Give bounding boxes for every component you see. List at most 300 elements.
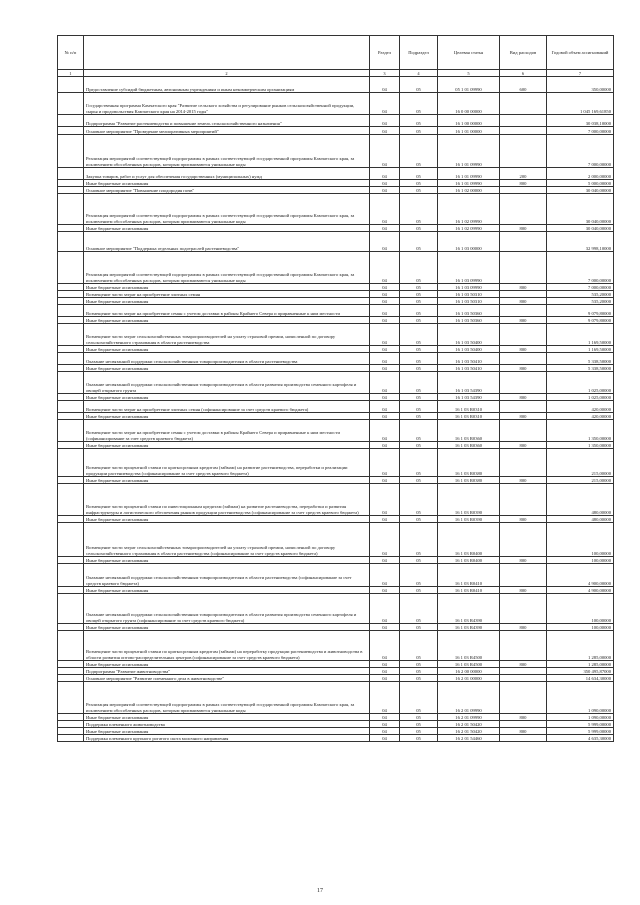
cell-number xyxy=(58,631,84,661)
cell-number xyxy=(58,232,84,252)
cell-amount: 4 900,00000 xyxy=(547,587,614,594)
cell-expense-type: 800 xyxy=(500,298,547,305)
cell-target-article: 16 2 01 09990 xyxy=(438,714,500,721)
cell-number xyxy=(58,168,84,180)
cell-amount: 14 634,30000 xyxy=(547,675,614,682)
cell-subsection: 05 xyxy=(400,187,438,194)
cell-name: Возмещение части затрат сельскохозяйственных товаропроизводителей на уплату страховой премии, начисленной по договору сельскохозяйственного страхования в области растениеводства (софинансирование за счет средств краевого бюджета) xyxy=(84,523,370,557)
cell-target-article: 16 1 03 50360 xyxy=(438,305,500,317)
table-row xyxy=(58,291,614,298)
cell-number xyxy=(58,442,84,449)
cell-subsection: 05 xyxy=(400,516,438,523)
table-row xyxy=(58,115,614,127)
cell-section: 04 xyxy=(370,484,400,516)
cell-section: 04 xyxy=(370,721,400,728)
table-row xyxy=(58,477,614,484)
cell-name: Иные бюджетные ассигнования xyxy=(84,225,370,232)
cell-target-article: 16 1 03 50400 xyxy=(438,346,500,353)
column-number-1: 1 xyxy=(58,70,84,77)
cell-target-article: 16 1 03 50410 xyxy=(438,365,500,372)
cell-name: Оказание несвязанной поддержки сельскохозяйственным товаропроизводителям в области растениеводства xyxy=(84,353,370,365)
cell-target-article: 16 1 03 R4390 xyxy=(438,624,500,631)
cell-name: Основное мероприятие "Повышение плодородия почв" xyxy=(84,187,370,194)
cell-expense-type xyxy=(500,305,547,317)
cell-subsection: 05 xyxy=(400,484,438,516)
cell-number xyxy=(58,668,84,675)
cell-section: 04 xyxy=(370,353,400,365)
cell-section: 04 xyxy=(370,624,400,631)
cell-subsection: 05 xyxy=(400,365,438,372)
table-row xyxy=(58,624,614,631)
cell-target-article: 16 2 01 09990 xyxy=(438,682,500,714)
cell-amount: 100,00000 xyxy=(547,523,614,557)
table-row xyxy=(58,93,614,115)
cell-target-article: 16 1 03 R0380 xyxy=(438,449,500,477)
cell-amount: 350 495,87000 xyxy=(547,668,614,675)
header-annual-amount: Годовой объем ассигнований xyxy=(547,36,614,70)
cell-expense-type: 800 xyxy=(500,477,547,484)
cell-expense-type: 800 xyxy=(500,180,547,187)
cell-target-article: 16 1 03 54390 xyxy=(438,394,500,401)
cell-expense-type xyxy=(500,721,547,728)
cell-target-article: 16 2 01 50420 xyxy=(438,721,500,728)
cell-target-article: 16 1 03 R4500 xyxy=(438,661,500,668)
cell-section: 04 xyxy=(370,587,400,594)
cell-name: Иные бюджетные ассигнования xyxy=(84,365,370,372)
table-body xyxy=(58,77,614,742)
cell-expense-type xyxy=(500,232,547,252)
header-name xyxy=(84,36,370,70)
cell-subsection: 05 xyxy=(400,721,438,728)
cell-amount: 535,20000 xyxy=(547,298,614,305)
cell-expense-type: 800 xyxy=(500,661,547,668)
cell-name: Возмещение части процентной ставки по инвестиционным кредитам (займам) на развитие растениеводства, переработки и развития инфраструктуры и логистического обеспечения рынков продукции растениеводства (софинансирование за счет средств краевого бюджета) xyxy=(84,484,370,516)
cell-section: 04 xyxy=(370,93,400,115)
cell-number xyxy=(58,135,84,168)
cell-name: Иные бюджетные ассигнования xyxy=(84,442,370,449)
table-row xyxy=(58,324,614,346)
cell-name: Реализация мероприятий соответствующей подпрограммы в рамках соответствующей государственной программы Камчатского края, за исключением обособленных расходов, которым присваиваются уникальные коды xyxy=(84,194,370,225)
table-row xyxy=(58,721,614,728)
cell-section: 04 xyxy=(370,115,400,127)
cell-expense-type: 800 xyxy=(500,714,547,721)
cell-amount: 9 079,80000 xyxy=(547,305,614,317)
cell-amount: 30 038,10000 xyxy=(547,115,614,127)
table-row xyxy=(58,675,614,682)
cell-target-article: 16 1 03 R0410 xyxy=(438,587,500,594)
table-row xyxy=(58,735,614,742)
cell-number xyxy=(58,594,84,624)
table-row xyxy=(58,252,614,284)
cell-subsection: 05 xyxy=(400,442,438,449)
cell-amount: 535,20000 xyxy=(547,291,614,298)
cell-subsection: 05 xyxy=(400,594,438,624)
cell-name: Основное мероприятие "Развитие племенного дела в животноводстве" xyxy=(84,675,370,682)
cell-number xyxy=(58,291,84,298)
cell-amount: 420,00000 xyxy=(547,413,614,420)
column-numbering-row xyxy=(58,70,614,77)
table-row xyxy=(58,77,614,93)
cell-expense-type xyxy=(500,252,547,284)
cell-target-article: 16 1 01 09990 xyxy=(438,168,500,180)
cell-amount: 5 999,00000 xyxy=(547,728,614,735)
cell-amount: 5 338,50000 xyxy=(547,353,614,365)
cell-subsection: 05 xyxy=(400,449,438,477)
cell-name: Иные бюджетные ассигнования xyxy=(84,317,370,324)
cell-expense-type: 600 xyxy=(500,77,547,93)
cell-amount: 1 045 169,61850 xyxy=(547,93,614,115)
table-row xyxy=(58,401,614,413)
cell-number xyxy=(58,735,84,742)
cell-name: Оказание несвязанной поддержки сельскохозяйственным товаропроизводителям в области развития производства семенного картофеля и овощей открытого грунта xyxy=(84,372,370,394)
cell-number xyxy=(58,93,84,115)
cell-number xyxy=(58,728,84,735)
cell-amount: 7 000,00000 xyxy=(547,135,614,168)
table-row xyxy=(58,298,614,305)
cell-subsection: 05 xyxy=(400,346,438,353)
cell-amount: 32 998,10000 xyxy=(547,232,614,252)
cell-expense-type xyxy=(500,401,547,413)
cell-name: Возмещение части затрат на приобретение семян с учетом доставки в районы Крайнего Севера и приравненные к ним местности xyxy=(84,305,370,317)
cell-target-article: 16 1 03 50360 xyxy=(438,317,500,324)
cell-expense-type xyxy=(500,324,547,346)
cell-target-article: 16 1 02 09990 xyxy=(438,194,500,225)
cell-section: 04 xyxy=(370,291,400,298)
cell-amount: 7 000,00000 xyxy=(547,252,614,284)
cell-number xyxy=(58,252,84,284)
cell-expense-type xyxy=(500,668,547,675)
cell-number xyxy=(58,675,84,682)
cell-expense-type xyxy=(500,735,547,742)
cell-section: 04 xyxy=(370,168,400,180)
cell-subsection: 05 xyxy=(400,77,438,93)
table-row xyxy=(58,728,614,735)
cell-amount: 1 350,00000 xyxy=(547,420,614,442)
table-row xyxy=(58,682,614,714)
table-row xyxy=(58,557,614,564)
cell-name: Возмещение части затрат на приобретение элитных семян (софинансирование за счет средств краевого бюджета) xyxy=(84,401,370,413)
cell-subsection: 05 xyxy=(400,413,438,420)
cell-name: Иные бюджетные ассигнования xyxy=(84,714,370,721)
cell-name: Реализация мероприятий соответствующей подпрограммы в рамках соответствующей государственной программы Камчатского края, за исключением обособленных расходов, которым присваиваются уникальные коды xyxy=(84,252,370,284)
cell-target-article: 16 2 01 00000 xyxy=(438,675,500,682)
cell-number xyxy=(58,225,84,232)
cell-subsection: 05 xyxy=(400,477,438,484)
cell-target-article: 16 1 03 R4390 xyxy=(438,594,500,624)
cell-target-article: 16 1 03 00000 xyxy=(438,232,500,252)
column-number-3: 3 xyxy=(370,70,400,77)
cell-subsection: 05 xyxy=(400,127,438,135)
cell-name: Иные бюджетные ассигнования xyxy=(84,298,370,305)
cell-section: 04 xyxy=(370,477,400,484)
cell-amount: 5 999,00000 xyxy=(547,721,614,728)
cell-target-article: 16 1 03 50410 xyxy=(438,353,500,365)
cell-number xyxy=(58,420,84,442)
cell-amount: 215,00000 xyxy=(547,477,614,484)
cell-number xyxy=(58,115,84,127)
page-number: 17 xyxy=(317,888,323,894)
cell-amount: 5 338,50000 xyxy=(547,365,614,372)
cell-target-article: 16 1 02 09990 xyxy=(438,225,500,232)
cell-number xyxy=(58,284,84,291)
cell-target-article: 16 1 03 54390 xyxy=(438,372,500,394)
cell-name: Реализация мероприятий соответствующей подпрограммы в рамках соответствующей государственной программы Камчатского края, за исключением обособленных расходов, которым присваиваются уникальные коды xyxy=(84,135,370,168)
cell-expense-type xyxy=(500,135,547,168)
cell-expense-type: 800 xyxy=(500,557,547,564)
cell-number xyxy=(58,180,84,187)
cell-name: Иные бюджетные ассигнования xyxy=(84,284,370,291)
table-row xyxy=(58,187,614,194)
cell-name: Возмещение части затрат на приобретение семян с учетом доставки в районы Крайнего Севера и приравненные к ним местности (софинансирование за счет средств краевого бюджета) xyxy=(84,420,370,442)
cell-expense-type xyxy=(500,372,547,394)
budget-table-page xyxy=(57,35,613,742)
cell-name: Возмещение части затрат на приобретение элитных семян xyxy=(84,291,370,298)
cell-expense-type xyxy=(500,127,547,135)
cell-expense-type: 800 xyxy=(500,587,547,594)
cell-name: Реализация мероприятий соответствующей подпрограммы в рамках соответствующей государственной программы Камчатского края, за исключением обособленных расходов, которым присваиваются уникальные коды xyxy=(84,682,370,714)
cell-number xyxy=(58,401,84,413)
cell-section: 04 xyxy=(370,394,400,401)
cell-expense-type xyxy=(500,594,547,624)
cell-expense-type: 800 xyxy=(500,413,547,420)
cell-expense-type: 800 xyxy=(500,728,547,735)
table-row xyxy=(58,484,614,516)
cell-subsection: 05 xyxy=(400,682,438,714)
cell-name: Предоставление субсидий бюджетным, автономным учреждениям и иным некоммерческим организациям xyxy=(84,77,370,93)
cell-section: 04 xyxy=(370,728,400,735)
cell-section: 04 xyxy=(370,682,400,714)
table-row xyxy=(58,631,614,661)
cell-subsection: 05 xyxy=(400,401,438,413)
cell-subsection: 05 xyxy=(400,324,438,346)
cell-amount: 100,00000 xyxy=(547,557,614,564)
cell-number xyxy=(58,587,84,594)
cell-subsection: 05 xyxy=(400,180,438,187)
cell-target-article: 16 1 03 09990 xyxy=(438,252,500,284)
cell-expense-type xyxy=(500,682,547,714)
cell-subsection: 05 xyxy=(400,728,438,735)
cell-expense-type xyxy=(500,194,547,225)
header-section: Раздел xyxy=(370,36,400,70)
cell-section: 04 xyxy=(370,594,400,624)
cell-subsection: 05 xyxy=(400,291,438,298)
cell-name: Подпрограмма "Развитие животноводства" xyxy=(84,668,370,675)
cell-section: 04 xyxy=(370,564,400,587)
cell-expense-type: 800 xyxy=(500,442,547,449)
cell-expense-type: 800 xyxy=(500,346,547,353)
table-row xyxy=(58,587,614,594)
cell-target-article: 16 2 01 50420 xyxy=(438,728,500,735)
cell-subsection: 05 xyxy=(400,587,438,594)
cell-section: 04 xyxy=(370,401,400,413)
cell-number xyxy=(58,477,84,484)
table-row xyxy=(58,594,614,624)
cell-section: 04 xyxy=(370,668,400,675)
cell-section: 04 xyxy=(370,365,400,372)
column-number-7: 7 xyxy=(547,70,614,77)
cell-subsection: 05 xyxy=(400,557,438,564)
cell-number xyxy=(58,187,84,194)
header-number: № п/п xyxy=(58,36,84,70)
cell-subsection: 05 xyxy=(400,252,438,284)
cell-number xyxy=(58,449,84,477)
cell-expense-type: 800 xyxy=(500,284,547,291)
cell-section: 04 xyxy=(370,194,400,225)
cell-number xyxy=(58,516,84,523)
cell-target-article: 05 1 01 09990 xyxy=(438,77,500,93)
table-row xyxy=(58,135,614,168)
cell-expense-type xyxy=(500,353,547,365)
cell-target-article: 16 1 03 R0390 xyxy=(438,484,500,516)
cell-amount: 480,00000 xyxy=(547,516,614,523)
cell-amount: 1 285,00000 xyxy=(547,631,614,661)
cell-subsection: 05 xyxy=(400,735,438,742)
cell-amount: 9 079,80000 xyxy=(547,317,614,324)
cell-name: Иные бюджетные ассигнования xyxy=(84,728,370,735)
cell-name: Основное мероприятие "Поддержка отдельных подотраслей растениеводства" xyxy=(84,232,370,252)
cell-name: Подпрограмма "Развитие растениеводства и повышение земель сельскохозяйственного назначения" xyxy=(84,115,370,127)
table-row xyxy=(58,449,614,477)
cell-section: 04 xyxy=(370,77,400,93)
cell-subsection: 05 xyxy=(400,194,438,225)
cell-target-article: 16 1 03 50400 xyxy=(438,324,500,346)
cell-name: Закупка товаров, работ и услуг для обеспечения государственных (муниципальных) нужд xyxy=(84,168,370,180)
cell-number xyxy=(58,346,84,353)
cell-section: 04 xyxy=(370,631,400,661)
cell-amount: 30 040,00000 xyxy=(547,187,614,194)
cell-name: Возмещение части затрат сельскохозяйственных товаропроизводителей на уплату страховой премии, начисленной по договору сельскохозяйственного страхования в области растениеводства xyxy=(84,324,370,346)
table-row xyxy=(58,420,614,442)
cell-section: 04 xyxy=(370,413,400,420)
cell-expense-type: 800 xyxy=(500,317,547,324)
cell-target-article: 16 1 03 R0360 xyxy=(438,420,500,442)
cell-subsection: 05 xyxy=(400,305,438,317)
cell-target-article: 16 1 03 50310 xyxy=(438,291,500,298)
cell-amount: 100,00000 xyxy=(547,594,614,624)
cell-target-article: 16 1 01 09990 xyxy=(438,135,500,168)
header-target-article: Целевая статья xyxy=(438,36,500,70)
cell-target-article: 16 1 03 R0390 xyxy=(438,516,500,523)
table-row xyxy=(58,564,614,587)
table-row xyxy=(58,372,614,394)
cell-subsection: 05 xyxy=(400,668,438,675)
cell-subsection: 05 xyxy=(400,168,438,180)
table-row xyxy=(58,232,614,252)
cell-amount: 7 000,00000 xyxy=(547,284,614,291)
table-row xyxy=(58,413,614,420)
cell-section: 04 xyxy=(370,252,400,284)
cell-subsection: 05 xyxy=(400,420,438,442)
cell-target-article: 16 1 03 50310 xyxy=(438,298,500,305)
cell-number xyxy=(58,721,84,728)
cell-name: Иные бюджетные ассигнования xyxy=(84,587,370,594)
table-row xyxy=(58,668,614,675)
cell-name: Иные бюджетные ассигнования xyxy=(84,413,370,420)
cell-amount: 1 025,00000 xyxy=(547,372,614,394)
cell-name: Оказание несвязанной поддержки сельскохозяйственным товаропроизводителям в области растениеводства (софинансирование за счет средств краевого бюджета) xyxy=(84,564,370,587)
cell-name: Иные бюджетные ассигнования xyxy=(84,180,370,187)
cell-amount: 4 635,30000 xyxy=(547,735,614,742)
cell-target-article: 16 1 03 R0400 xyxy=(438,557,500,564)
cell-number xyxy=(58,298,84,305)
cell-expense-type xyxy=(500,187,547,194)
cell-expense-type xyxy=(500,523,547,557)
cell-name: Иные бюджетные ассигнования xyxy=(84,394,370,401)
cell-section: 04 xyxy=(370,346,400,353)
cell-amount: 4 900,00000 xyxy=(547,564,614,587)
cell-subsection: 05 xyxy=(400,631,438,661)
cell-number xyxy=(58,317,84,324)
cell-number xyxy=(58,77,84,93)
cell-number xyxy=(58,714,84,721)
column-number-4: 4 xyxy=(400,70,438,77)
cell-section: 04 xyxy=(370,324,400,346)
cell-subsection: 05 xyxy=(400,394,438,401)
cell-number xyxy=(58,624,84,631)
cell-number xyxy=(58,194,84,225)
cell-subsection: 05 xyxy=(400,564,438,587)
cell-amount: 350,00000 xyxy=(547,77,614,93)
cell-subsection: 05 xyxy=(400,372,438,394)
cell-section: 04 xyxy=(370,298,400,305)
cell-expense-type: 200 xyxy=(500,168,547,180)
cell-number xyxy=(58,324,84,346)
cell-target-article: 16 1 03 09990 xyxy=(438,284,500,291)
cell-subsection: 05 xyxy=(400,675,438,682)
table-row xyxy=(58,516,614,523)
cell-name: Поддержка племенного крупного рогатого скота молочного направления xyxy=(84,735,370,742)
cell-expense-type xyxy=(500,675,547,682)
cell-section: 04 xyxy=(370,187,400,194)
table-row xyxy=(58,661,614,668)
table-row xyxy=(58,523,614,557)
cell-expense-type xyxy=(500,420,547,442)
table-row xyxy=(58,353,614,365)
cell-subsection: 05 xyxy=(400,317,438,324)
column-number-2: 2 xyxy=(84,70,370,77)
cell-section: 04 xyxy=(370,661,400,668)
cell-subsection: 05 xyxy=(400,661,438,668)
table-row xyxy=(58,180,614,187)
cell-target-article: 16 1 03 R0310 xyxy=(438,413,500,420)
cell-amount: 480,00000 xyxy=(547,484,614,516)
cell-section: 04 xyxy=(370,557,400,564)
table-row xyxy=(58,346,614,353)
cell-expense-type: 800 xyxy=(500,394,547,401)
cell-number xyxy=(58,365,84,372)
cell-section: 04 xyxy=(370,127,400,135)
column-number-5: 5 xyxy=(438,70,500,77)
cell-amount: 215,00000 xyxy=(547,449,614,477)
cell-number xyxy=(58,413,84,420)
cell-number xyxy=(58,557,84,564)
cell-name: Иные бюджетные ассигнования xyxy=(84,516,370,523)
cell-section: 04 xyxy=(370,225,400,232)
cell-section: 04 xyxy=(370,284,400,291)
cell-number xyxy=(58,523,84,557)
cell-name: Иные бюджетные ассигнования xyxy=(84,557,370,564)
cell-name: Возмещение части процентной ставки по краткосрочным кредитам (займам) на развитие растениеводства, переработки и реализации продукции растениеводства (софинансирование за счет средств краевого бюджета) xyxy=(84,449,370,477)
cell-expense-type: 800 xyxy=(500,225,547,232)
cell-target-article: 16 2 00 00000 xyxy=(438,668,500,675)
cell-expense-type xyxy=(500,115,547,127)
cell-name: Иные бюджетные ассигнования xyxy=(84,346,370,353)
cell-name: Возмещение части процентной ставки по краткосрочным кредитам (займам) на переработку продукции растениеводства и животноводства в области развития оптово-распределительных центров (софинансирование за счет средств краевого бюджета) xyxy=(84,631,370,661)
cell-section: 04 xyxy=(370,180,400,187)
table-row xyxy=(58,284,614,291)
cell-target-article: 16 1 03 R0400 xyxy=(438,523,500,557)
table-row xyxy=(58,225,614,232)
